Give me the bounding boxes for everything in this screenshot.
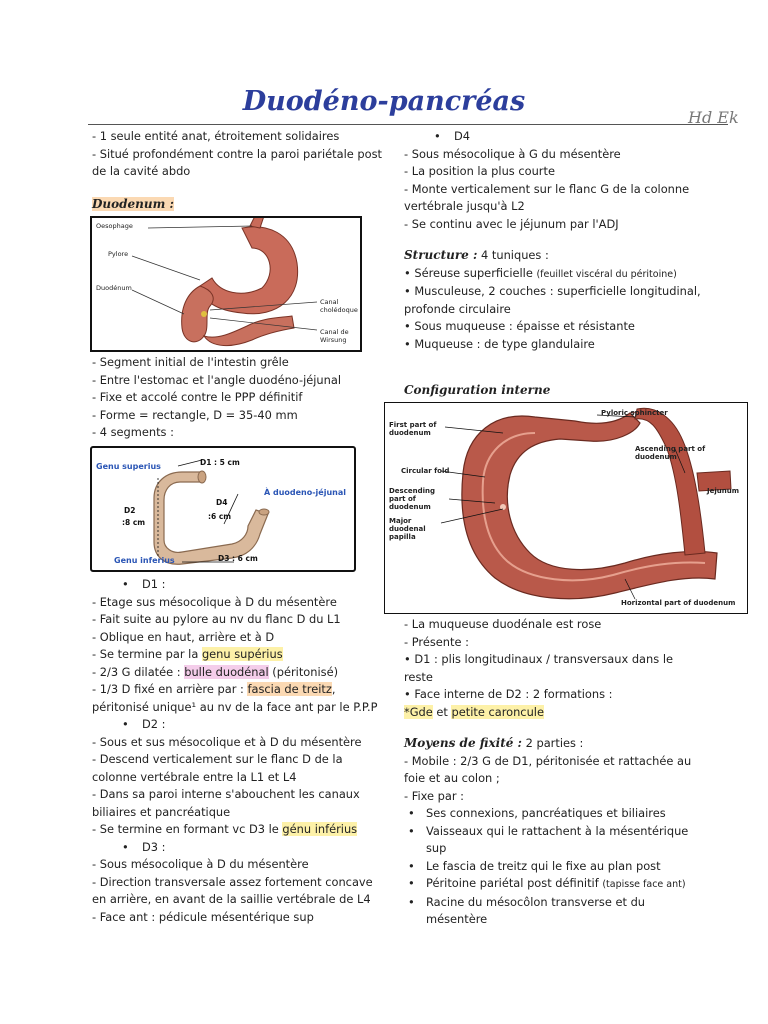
- label-canal-wirsung: Canal de Wirsung: [320, 328, 349, 344]
- label-major-papilla: Major duodenal papilla: [389, 517, 426, 541]
- duodenum-heading-wrap: [92, 196, 174, 214]
- config-line: - Présente :: [404, 634, 469, 649]
- structure-line: • Sous muqueuse : épaisse et résistante: [404, 319, 635, 333]
- intro-section: [92, 128, 382, 181]
- structure-text: • Séreuse superficielle: [404, 265, 537, 280]
- highlight-genu-superius: genu supérius: [201, 647, 283, 661]
- d4-title: • D4: [404, 128, 704, 146]
- d2-line: - Descend verticalement sur le flanc D de la colonne vertébrale entre la L1 et L4: [92, 752, 343, 784]
- d2-line: - Sous et sus mésocolique et à D du mésentère: [92, 734, 362, 749]
- label-d1-length: D1 : 5 cm: [200, 458, 240, 467]
- highlight-bulle-duodenal: bulle duodénal: [184, 664, 269, 679]
- highlight-genu-inferius: génu inférius: [282, 822, 358, 836]
- label-d2: D2: [124, 506, 136, 515]
- label-jejunum: Jejunum: [707, 487, 739, 495]
- structure-line: • Muqueuse : de type glandulaire: [404, 336, 595, 351]
- structure-note: (feuillet viscéral du péritoine): [536, 268, 677, 280]
- duodenum-description: [92, 354, 382, 442]
- d4-line: - La position la plus courte: [404, 164, 555, 178]
- intro-line: - Situé profondément contre la paroi pariétale post de la cavité abdo: [92, 146, 382, 178]
- desc-line: - 4 segments :: [92, 425, 174, 439]
- d1-title: • D1 :: [92, 576, 384, 594]
- fixe-item: • Le fascia de treitz qui le fixe au plan post: [404, 858, 704, 876]
- fixe-item: [404, 875, 704, 894]
- label-d4: D4: [216, 498, 228, 507]
- highlight-gde: *Gde: [404, 704, 433, 719]
- label-pylore: Pylore: [108, 250, 129, 258]
- d1-line-text: (péritonisé): [268, 664, 339, 679]
- highlight-petite-caroncule: petite caroncule: [451, 704, 544, 719]
- label-canal-choledoque: Canal cholédoque: [320, 298, 358, 314]
- config-line: - La muqueuse duodénale est rose: [404, 617, 602, 631]
- label-d4-length: :6 cm: [208, 512, 232, 521]
- structure-line: [404, 265, 704, 284]
- spacer: [404, 233, 704, 247]
- title-rule: [88, 124, 728, 125]
- moyens-heading-line: [404, 735, 704, 753]
- segments-details: [92, 576, 384, 926]
- d2-line: [92, 821, 384, 839]
- moyens-intro: 2 parties :: [521, 736, 584, 750]
- spacer: [404, 721, 704, 735]
- config-line: • Face interne de D2 : 2 formations :: [404, 687, 613, 701]
- d1-line: [92, 646, 384, 664]
- fixe-item: • Vaisseaux qui le rattachent à la mésentérique sup: [404, 823, 704, 858]
- d1-line-text: , péritonisé unique¹ au nv de la face ant par le P.P.P: [92, 682, 378, 714]
- desc-line: - Segment initial de l'intestin grêle: [92, 355, 289, 369]
- d4-line: - Sous mésocolique à G du mésentère: [404, 146, 621, 161]
- config-heading-wrap: [404, 382, 550, 400]
- stomach-duodenum-figure: [90, 216, 362, 352]
- desc-line: - Forme = rectangle, D = 35-40 mm: [92, 407, 298, 422]
- structure-line: • Musculeuse, 2 couches : superficielle longitudinal, profonde circulaire: [404, 284, 701, 316]
- d3-line: - Sous mésocolique à D du mésentère: [92, 857, 309, 871]
- d1-line-text: - 1/3 D fixé en arrière par :: [92, 682, 248, 696]
- config-text: et: [432, 704, 452, 719]
- d1-line: - Etage sus mésocolique à D du mésentère: [92, 594, 337, 609]
- highlight-fascia-treitz: fascia de treitz: [247, 682, 332, 696]
- config-line: • D1 : plis longitudinaux / transversaux dans le reste: [404, 652, 673, 684]
- label-angle-duodeno-jejunal: À duodeno-jéjunal: [264, 488, 346, 497]
- intro-line: - 1 seule entité anat, étroitement solidaires: [92, 129, 340, 143]
- moyens-heading: Moyens de fixité :: [404, 736, 522, 750]
- page-title: Duodéno-pancréas: [242, 86, 526, 117]
- d1-line-text: - Se termine par la: [92, 647, 202, 661]
- structure-intro: 4 tuniques :: [477, 248, 549, 262]
- duodenum-heading: Duodenum :: [92, 197, 174, 211]
- label-genu-superius: Genu superius: [96, 462, 161, 471]
- moyens-line: - Mobile : 2/3 G de D1, péritonisée et rattachée au foie et au colon ;: [404, 753, 692, 785]
- structure-heading-line: [404, 247, 704, 265]
- config-heading: Configuration interne: [404, 383, 551, 397]
- d1-line: [92, 681, 384, 716]
- d4-line: - Monte verticalement sur le flanc G de la colonne vertébrale jusqu'à L2: [404, 181, 690, 213]
- label-duodenum: Duodénum: [96, 284, 132, 292]
- label-d3-length: D3 : 6 cm: [218, 554, 258, 563]
- d1-line: [92, 664, 384, 682]
- label-d2-length: :8 cm: [122, 518, 146, 527]
- fixe-note: (tapisse face ant): [602, 879, 686, 890]
- config-line: [404, 704, 704, 722]
- fixe-item: • Ses connexions, pancréatiques et biliaires: [404, 805, 704, 823]
- moyens-line: - Fixe par :: [404, 788, 464, 803]
- d3-title: • D3 :: [92, 839, 384, 857]
- label-genu-inferius: Genu inferius: [114, 556, 175, 565]
- d1-line: - Oblique en haut, arrière et à D: [92, 629, 275, 644]
- d1-line-text: - 2/3 G dilatée :: [92, 664, 185, 679]
- label-pyloric-sphincter: Pyloric sphincter: [601, 409, 668, 417]
- d4-structure-section: [404, 128, 704, 353]
- label-oesophage: Oesophage: [96, 222, 133, 230]
- label-horizontal-part: Horizontal part of duodenum: [621, 599, 736, 607]
- label-descending-part: Descending part of duodenum: [389, 487, 436, 511]
- label-first-part: First part of duodenum: [389, 421, 437, 437]
- fixe-item: • Racine du mésocôlon transverse et du mésentère: [404, 894, 704, 929]
- internal-configuration-figure: [384, 402, 748, 614]
- d2-line-text: - Se termine en formant vc D3 le: [92, 822, 283, 836]
- d1-line: - Fait suite au pylore au nv du flanc D du L1: [92, 612, 341, 626]
- desc-line: - Fixe et accolé contre le PPP définitif: [92, 390, 303, 404]
- segments-figure: [90, 446, 356, 572]
- label-circular-fold: Circular fold: [401, 467, 450, 475]
- d3-line: - Face ant : pédicule mésentérique sup: [92, 909, 314, 924]
- label-ascending-part: Ascending part of duodenum: [635, 445, 706, 461]
- config-section: [404, 616, 704, 929]
- fixe-text: Péritoine pariétal post définitif: [426, 876, 603, 890]
- d4-line: - Se continu avec le jéjunum par l'ADJ: [404, 216, 619, 231]
- desc-line: - Entre l'estomac et l'angle duodéno-jéjunal: [92, 372, 342, 387]
- structure-heading: Structure :: [404, 248, 478, 262]
- d3-line: - Direction transversale assez fortement concave en arrière, en avant de la saillie vertébrale de L4: [92, 874, 373, 906]
- d2-line: - Dans sa paroi interne s'abouchent les canaux biliaires et pancréatique: [92, 787, 360, 819]
- d2-title: • D2 :: [92, 716, 384, 734]
- author-signature: Hd Ek: [688, 108, 739, 127]
